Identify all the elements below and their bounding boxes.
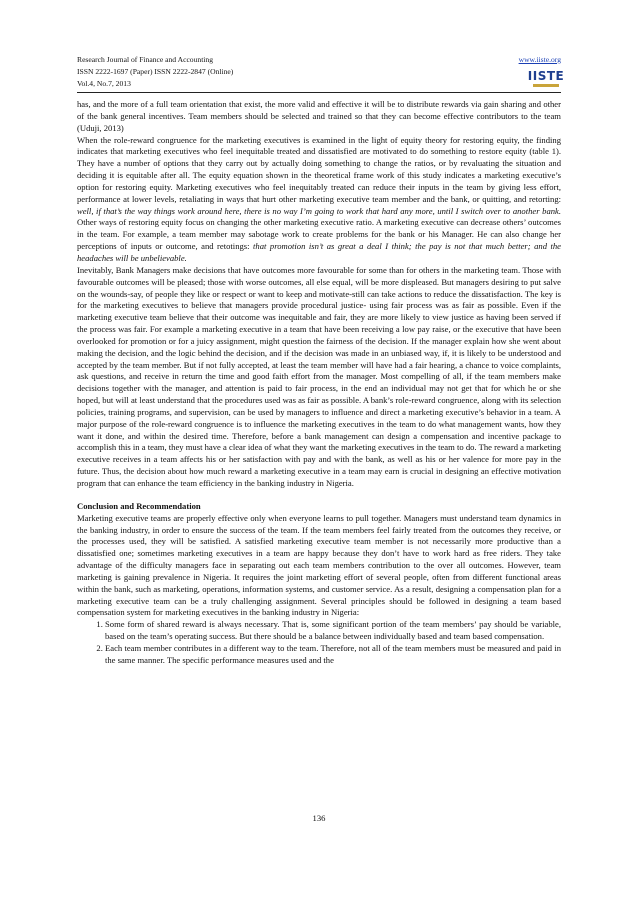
- logo-bar: [533, 84, 559, 87]
- journal-title: Research Journal of Finance and Accounting: [77, 55, 214, 64]
- journal-issn: ISSN 2222-1697 (Paper) ISSN 2222-2847 (Online): [77, 67, 234, 76]
- list-item: 2. Each team member contributes in a different way to the team. Therefore, not all of the team members must be measured and paid in the same manner. The specific performance measures used and the: [105, 643, 561, 667]
- journal-url-link[interactable]: www.iiste.org: [518, 55, 561, 64]
- paragraph-2-text-continued: Other ways of restoring equity focus on changing the other marketing executive ratio. A marketing executive can decrease others’ outcomes in the team. For example, a team member may sabotage work to create problems for the bank or his Manager. He can also change her perceptions of inputs or outcome, and retotings:: [77, 217, 561, 252]
- page-number: 136: [312, 813, 326, 823]
- paragraph-3: Inevitably, Bank Managers make decisions that have outcomes more favourable for some than for others in the marketing team. Those with favourable outcomes will be pleased; those with worse outcomes, all else equal, will be more displeased. But managers desiring to put salve on the wounds-say, of people they like or respect or want to keep and motivate-still can take actions to reduce the dissatisfaction. The key is for the marketing executives to believe that managers provide procedural justice- using fair process was as fair as possible. Even if the marketing executive team believe that their outcome was inequitable and fair, they are more likely to view justice as having been served if the process was fair. For example a marketing executive in a team that have been receiving a low pay raise, or the executive that have been overlooked for promotion or for a juicy assignment, might question the fairness of the decision. If the manager explain how she went about making the decision, and the logic behind the decision, and if the decision was made in an unbiased way, if, it is likely to be understood and accepted by the team member. But if not fully accepted, at least the team member will have had a fair hearing, a chance to voice complaints, ask questions, and receive in return the time and good faith effort from the manager. Most compelling of all, if the team members make decisions together with the manager, and attention is paid to fair process, in the end an individual may not get that for which he or she hoped, but will at least understand that the procedures used was as fair as possible. A bank’s role-reward congruence, along with its selection policies, training programs, and supervision, can be used by managers to influence and direct a marketing executive’s behavior in a team. A major purpose of the role-reward congruence is to influence the marketing executives in the team to do what management wants, how they want it done, and within the desired time. Therefore, before a bank management can design a compensation and incentive package to accomplish this in a team, they must have a clear idea of what they want the marketing executives in the team to do. The reward a marketing executive receives in a team affects his or her satisfaction with pay and with the bank, as well as his or her valence for more pay in the future. Thus, the decision about how much reward a marketing executive in a team may earn is crucial in designing an effective motivation program that can enhance the team efficiency in the banking industry in Nigeria.: [77, 264, 561, 488]
- paragraph-2-quote: well, if that’s the way things work around here, there is no way I’m going to work that hard any more, until I switch over to another bank.: [77, 205, 561, 216]
- section-heading: Conclusion and Recommendation: [77, 500, 201, 511]
- iiste-logo: [527, 67, 565, 89]
- principles-list: [77, 619, 561, 666]
- logo-text: IISTE: [527, 68, 565, 83]
- paragraph-1: has, and the more of a full team orientation that exist, the more valid and effective it will be to distribute rewards via gain sharing and other of the bank general incentives. Team members should be selected and trained so that they can become effective contributors to the team (Uduji, 2013): [77, 99, 561, 133]
- header-divider: [77, 92, 561, 93]
- paragraph-4: Marketing executive teams are properly effective only when everyone learns to pull together. Managers must understand team dynamics in the banking industry, in order to ensure the success of the team. If the team members feel fairly treated from the outcomes they receive, or the processes used, they will be satisfied. A satisfied marketing executive team member is not necessarily more productive than a dissatisfied one; sometimes marketing executives in a team are happy because they don’t have to work hard as free riders. They take advantage of the difficulty managers face in separating out each team members contribution to the over all outcomes. However, team marketing is gaining prevalence in Nigeria. It requires the joint marketing effort of several people, often from different functional areas within the bank, such as marketing, operations, information systems, and customer service. As a result, designing a compensation plan for a marketing executive team can be a truly challenging assignment. Several principles should be followed in designing a team based compensation system for marketing executives in the banking industry in Nigeria:: [77, 512, 561, 618]
- paragraph-2-text: When the role-reward congruence for the marketing executives is examined in the light of equity theory for restoring equity, the finding indicates that marketing executives who feel inequitable treated and dissatisfied are motivated to do something to restore equity (table 1). They have a number of options that they carry out by actually doing something to change the ratios, or by revaluating the situation and deciding it is equitable after all. The equity equation shown in the theoretical frame work of this study indicates a marketing executive’s option for restoring equity. Marketing executives who feel inequitably treated can reduce their inputs in the team by giving less effort, performance at lower levels, retaliating in ways that hurt other marketing executive team member and the bank, or quitting, and retorting:: [77, 134, 561, 204]
- paragraph-2: [77, 135, 561, 265]
- journal-volume: Vol.4, No.7, 2013: [77, 79, 131, 88]
- journal-info: [77, 54, 561, 90]
- paragraph-2-quote-2: that promotion isn’t as great a deal I think; the pay is not that much better; and the headaches will be unbelievable.: [77, 241, 561, 263]
- page-header: [77, 54, 565, 90]
- list-item: 1. Some form of shared reward is always necessary. That is, some significant portion of the team members’ pay should be variable, based on the team’s operating success. But there should be a balance between individually based and team based compensation.: [105, 619, 561, 643]
- article-body: [77, 99, 561, 667]
